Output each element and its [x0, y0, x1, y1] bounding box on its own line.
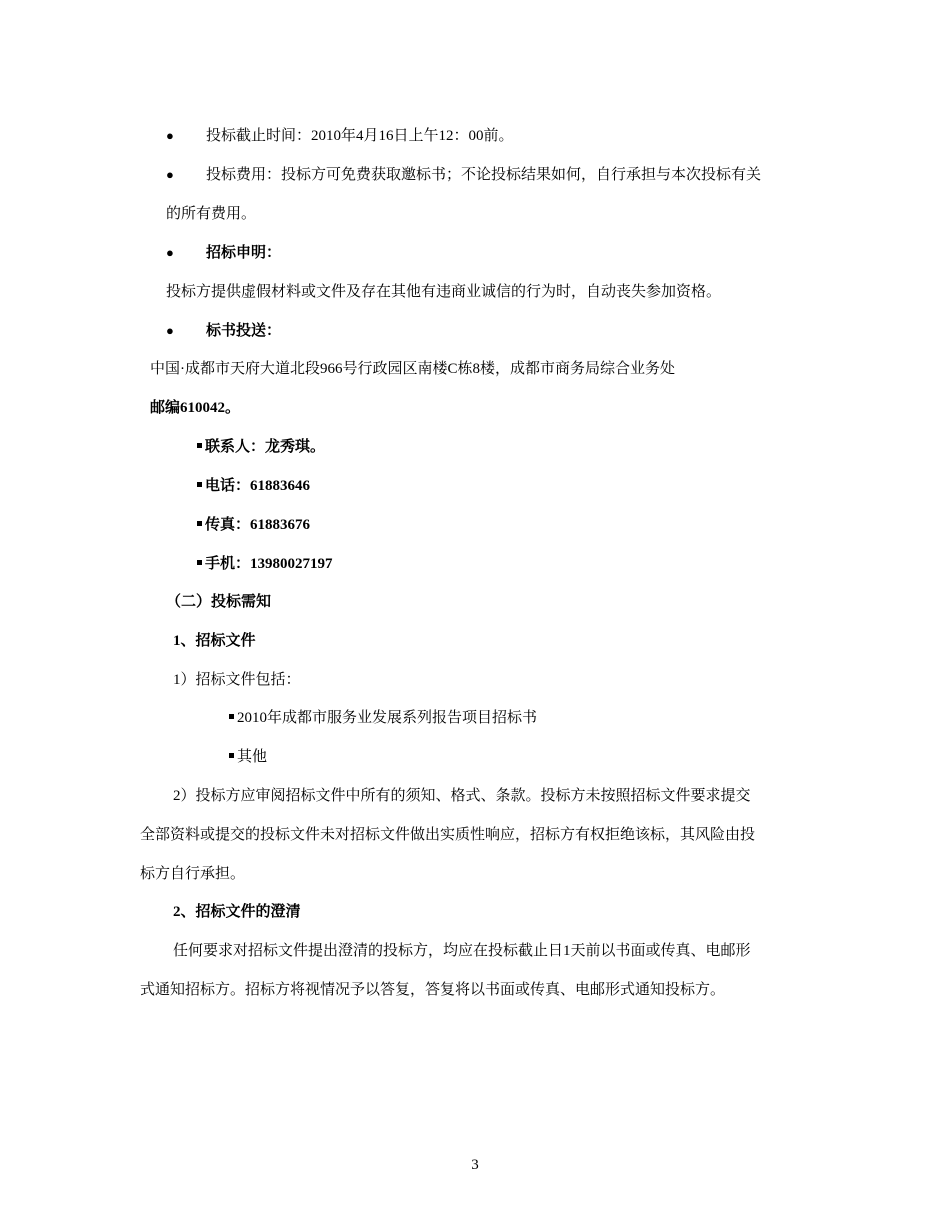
statement-title: 招标申明： [206, 245, 282, 261]
doc-item-text: 其他 [237, 749, 268, 765]
postcode-line: 邮编610042。 [150, 400, 241, 416]
review-paragraph-line2: 全部资料或提交的投标文件未对招标文件做出实质性响应，招标方有权拒绝该标，其风险由投 [140, 827, 756, 843]
doc-list-intro: 1）招标文件包括： [173, 672, 301, 688]
clarification-line2: 式通知招标方。招标方将视情况予以答复，答复将以书面或传真、电邮形式通知投标方。 [140, 982, 726, 998]
subsection-heading: 1、招标文件 [173, 633, 256, 649]
doc-list-item [229, 747, 267, 767]
doc-item-text: 2010年成都市服务业发展系列报告项目招标书 [237, 710, 538, 726]
square-bullet-icon [197, 443, 202, 448]
statement-body: 投标方提供虚假材料或文件及存在其他有违商业诚信的行为时，自动丧失参加资格。 [166, 284, 722, 300]
contact-mobile: 手机：13980027197 [205, 556, 333, 572]
address-line: 中国·成都市天府大道北段966号行政园区南楼C栋8楼，成都市商务局综合业务处 [150, 361, 676, 377]
page-number: 3 [471, 1157, 479, 1173]
bullet-dot: ● [166, 167, 174, 182]
doc-list-item [229, 708, 537, 728]
contact-item [197, 437, 325, 457]
clarification-line1: 任何要求对招标文件提出澄清的投标方，均应在投标截止日1天前以书面或传真、电邮形 [173, 943, 751, 959]
review-paragraph-line1: 2）投标方应审阅招标文件中所有的须知、格式、条款。投标方未按照招标文件要求提交 [173, 788, 751, 804]
square-bullet-icon [197, 560, 202, 565]
contact-item [197, 554, 333, 574]
square-bullet-icon [229, 753, 234, 758]
contact-phone: 电话：61883646 [205, 478, 311, 494]
contact-item [197, 476, 310, 496]
delivery-title: 标书投送： [206, 323, 282, 339]
subsection-heading: 2、招标文件的澄清 [173, 904, 301, 920]
contact-fax: 传真：61883676 [205, 517, 311, 533]
fee-text-line1: 投标费用：投标方可免费获取邀标书；不论投标结果如何，自行承担与本次投标有关 [206, 167, 762, 183]
contact-item [197, 515, 310, 535]
contact-person: 联系人：龙秀琪。 [205, 439, 326, 455]
deadline-text: 投标截止时间：2010年4月16日上午12：00前。 [206, 128, 514, 144]
square-bullet-icon [197, 482, 202, 487]
square-bullet-icon [197, 521, 202, 526]
square-bullet-icon [229, 714, 234, 719]
section-heading: （二）投标需知 [166, 594, 272, 610]
review-paragraph-line3: 标方自行承担。 [140, 866, 246, 882]
fee-text-line2: 的所有费用。 [166, 206, 257, 222]
bullet-dot: ● [166, 323, 174, 338]
bullet-dot: ● [166, 245, 174, 260]
bullet-dot: ● [166, 128, 174, 143]
